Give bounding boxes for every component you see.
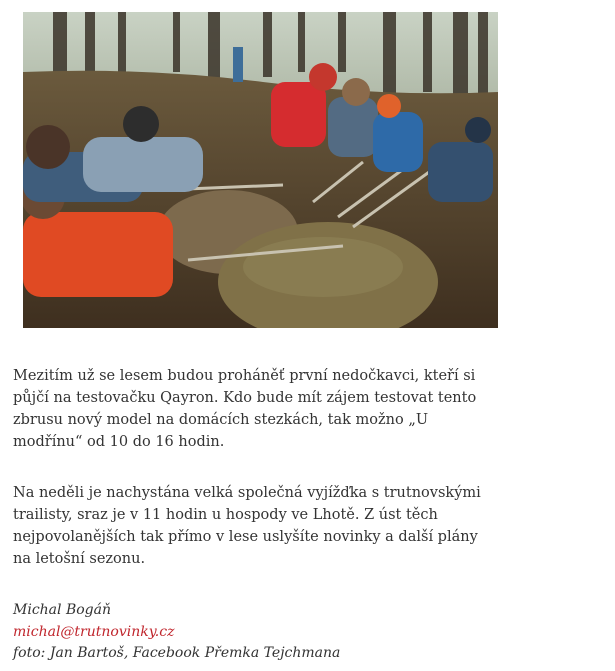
author-name: Michal Bogáň	[13, 602, 111, 618]
author-email-link[interactable]: michal@trutnovinky.cz	[13, 623, 175, 640]
photo-credit: foto: Jan Bartoš, Facebook Přemka Tejchmana	[13, 645, 341, 661]
article-paragraph: Na neděli je nachystána velká společná vyjížďka s trutnovskými trailisty, sraz je v 11 hodin u hospody ve Lhotě. Z úst těch nejpovolanějších tak přímo v lese uslyšíte novinky a další plány na letošní sezonu.	[13, 485, 481, 567]
article-paragraph: Mezitím už se lesem budou proháněť první nedočkavci, kteří si půjčí na testovačku Qayron. Kdo bude mít zájem testovat tento zbrusu nový model na domácích stezkách, tak možno „U modřínu“ od 10 do 16 hodin.	[13, 368, 477, 450]
article-photo	[23, 12, 498, 328]
forest-photo-illustration	[23, 12, 498, 328]
signature-block	[13, 600, 493, 665]
